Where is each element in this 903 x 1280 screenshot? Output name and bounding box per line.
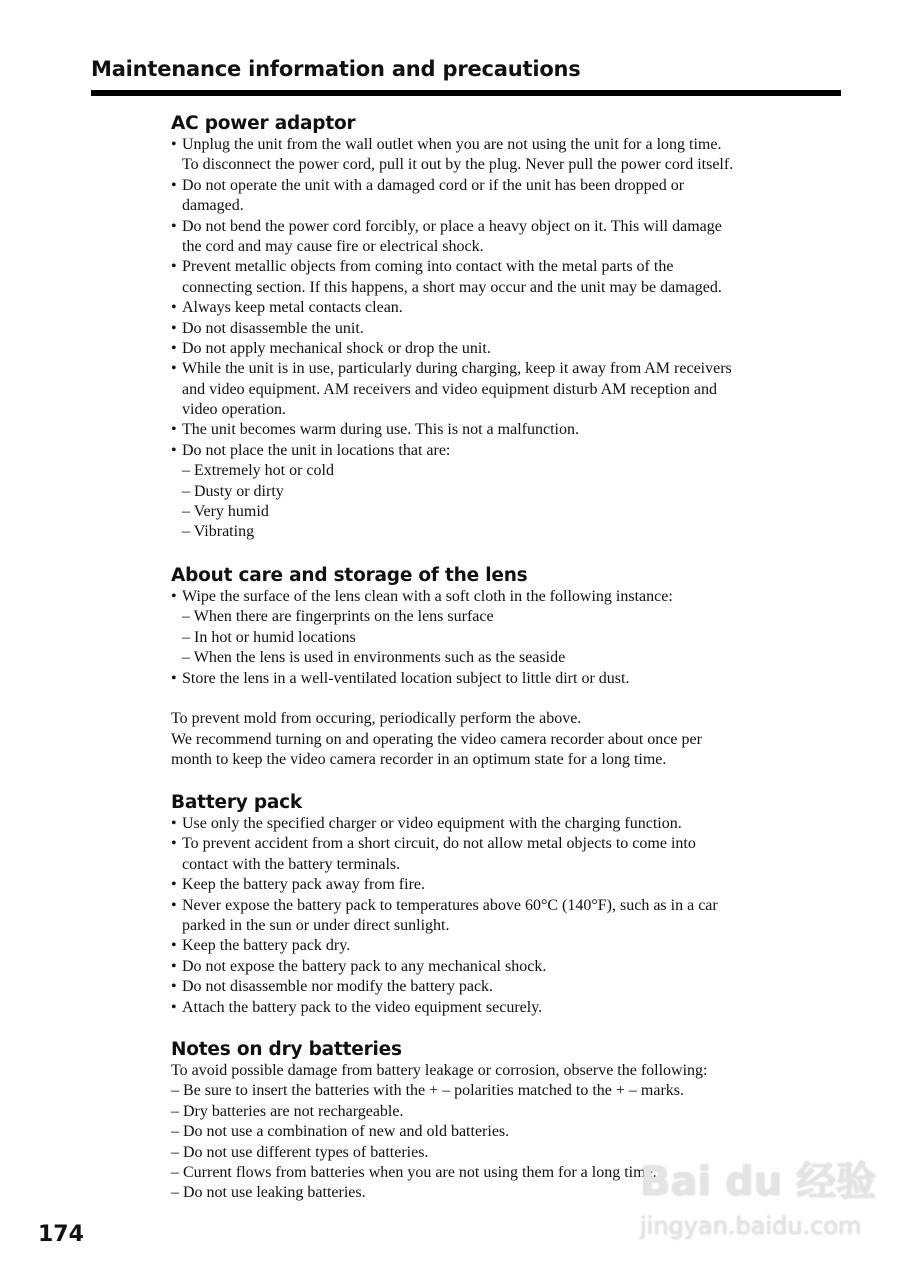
line-text: – Vibrating — [182, 523, 255, 541]
line-text: To prevent accident from a short circuit, do not allow metal objects to come into — [182, 835, 696, 853]
bullet-item-line — [171, 998, 861, 1018]
sub-item-line — [171, 628, 861, 648]
bullet-item-line — [171, 176, 861, 196]
line-text: To disconnect the power cord, pull it out by the plug. Never pull the power cord itself. — [182, 156, 734, 174]
bullet-icon: • — [171, 176, 177, 194]
paragraph-line — [171, 730, 861, 750]
paragraph-line — [171, 750, 861, 770]
sub-item-line — [171, 461, 861, 481]
line-text: We recommend turning on and operating the video camera recorder about once per — [171, 730, 702, 748]
section-heading: Notes on dry batteries — [171, 1039, 402, 1060]
line-text: parked in the sun or under direct sunlight. — [182, 916, 450, 934]
bullet-item-line — [171, 135, 861, 155]
bullet-item-line — [171, 339, 861, 359]
bullet-item-line — [171, 977, 861, 997]
line-text: Use only the specified charger or video equipment with the charging function. — [182, 815, 682, 832]
bullet-item-line — [171, 814, 861, 834]
line-text: The unit becomes warm during use. This is not a malfunction. — [182, 421, 579, 439]
bullet-item-line — [171, 196, 861, 216]
watermark-logo: Bai du 经验 — [640, 1159, 877, 1205]
line-text: Do not operate the unit with a damaged cord or if the unit has been dropped or — [182, 176, 685, 194]
bullet-icon: • — [171, 319, 177, 337]
line-text: – Dry batteries are not rechargeable. — [171, 1102, 404, 1120]
bullet-icon: • — [171, 896, 177, 914]
bullet-icon: • — [171, 978, 177, 996]
line-text: Never expose the battery pack to temperatures above 60°C (140°F), such as in a car — [182, 896, 718, 914]
sub-item-line — [171, 502, 861, 522]
watermark-url: jingyan.baidu.com — [640, 1212, 862, 1240]
bullet-icon: • — [171, 339, 177, 357]
line-text: To avoid possible damage from battery leakage or corrosion, observe the following: — [171, 1062, 708, 1079]
bullet-item-line — [171, 420, 861, 440]
sub-item-line — [171, 607, 861, 627]
bullet-item-line — [171, 237, 861, 257]
paragraph-line — [171, 1102, 861, 1122]
line-text: – When the lens is used in environments such as the seaside — [182, 649, 566, 667]
bullet-item-line — [171, 217, 861, 237]
line-text: To prevent mold from occuring, periodically perform the above. — [171, 710, 582, 728]
bullet-item-line — [171, 441, 861, 461]
line-text: Do not disassemble the unit. — [182, 319, 364, 337]
line-text: the cord and may cause fire or electrical shock. — [182, 237, 484, 255]
section-heading: AC power adaptor — [171, 113, 356, 134]
bullet-icon: • — [171, 217, 177, 235]
line-text: – Very humid — [182, 503, 269, 521]
line-text: – Do not use leaking batteries. — [171, 1184, 366, 1202]
bullet-icon: • — [171, 299, 177, 317]
bullet-item-line — [171, 298, 861, 318]
line-text: damaged. — [182, 197, 244, 215]
bullet-item-line — [171, 380, 861, 400]
bullet-item-line — [171, 359, 861, 379]
line-text: Do not apply mechanical shock or drop the unit. — [182, 339, 491, 357]
line-text: – Extremely hot or cold — [182, 462, 334, 480]
section-battery-pack — [171, 791, 861, 1018]
line-text: While the unit is in use, particularly during charging, keep it away from AM receivers — [182, 360, 732, 378]
bullet-item-line — [171, 936, 861, 956]
sub-item-line — [171, 648, 861, 668]
line-text: – In hot or humid locations — [182, 628, 356, 646]
line-text: Store the lens in a well-ventilated location subject to little dirt or dust. — [182, 669, 630, 687]
line-text: Do not expose the battery pack to any mechanical shock. — [182, 957, 547, 975]
line-text: Keep the battery pack dry. — [182, 937, 351, 955]
bullet-icon: • — [171, 421, 177, 439]
line-text: Wipe the surface of the lens clean with a soft cloth in the following instance: — [182, 588, 673, 605]
bullet-icon: • — [171, 669, 177, 687]
line-text: and video equipment. AM receivers and video equipment disturb AM reception and — [182, 380, 717, 398]
bullet-icon: • — [171, 815, 177, 832]
bullet-icon: • — [171, 835, 177, 853]
sub-item-line — [171, 482, 861, 502]
bullet-item-line — [171, 155, 861, 175]
page-header-title: Maintenance information and precautions — [91, 57, 581, 81]
bullet-item-line — [171, 278, 861, 298]
bullet-icon: • — [171, 441, 177, 459]
bullet-item-line — [171, 875, 861, 895]
bullet-item-line — [171, 855, 861, 875]
line-text: – When there are fingerprints on the lens surface — [182, 608, 494, 626]
bullet-item-line — [171, 400, 861, 420]
line-text: Unplug the unit from the wall outlet when you are not using the unit for a long time. — [182, 136, 722, 153]
paragraph-line — [171, 1122, 861, 1142]
bullet-icon: • — [171, 937, 177, 955]
bullet-icon: • — [171, 588, 177, 605]
line-text: Prevent metallic objects from coming into contact with the metal parts of the — [182, 258, 674, 276]
line-text: Attach the battery pack to the video equipment securely. — [182, 998, 543, 1016]
line-text: – Current flows from batteries when you are not using them for a long time. — [171, 1163, 657, 1181]
bullet-item-line — [171, 319, 861, 339]
header-rule — [91, 90, 841, 96]
section-ac-power-adaptor — [171, 112, 861, 543]
bullet-item-line — [171, 257, 861, 277]
line-text: – Dusty or dirty — [182, 482, 284, 500]
line-text: Always keep metal contacts clean. — [182, 299, 403, 317]
line-text: month to keep the video camera recorder in an optimum state for a long time. — [171, 751, 667, 769]
section-lens-care — [171, 564, 861, 771]
line-text: Do not place the unit in locations that are: — [182, 441, 451, 459]
bullet-icon: • — [171, 957, 177, 975]
line-text: – Do not use different types of batteries. — [171, 1143, 429, 1161]
blank-line — [171, 689, 861, 709]
paragraph-line — [171, 1061, 861, 1081]
section-heading: Battery pack — [171, 792, 303, 813]
line-text: Keep the battery pack away from fire. — [182, 876, 425, 894]
line-text: – Do not use a combination of new and old batteries. — [171, 1123, 510, 1141]
bullet-item-line — [171, 669, 861, 689]
line-text: Do not disassemble nor modify the battery pack. — [182, 978, 494, 996]
paragraph-line — [171, 1081, 861, 1101]
bullet-icon: • — [171, 876, 177, 894]
line-text: contact with the battery terminals. — [182, 855, 401, 873]
line-text: connecting section. If this happens, a short may occur and the unit may be damaged. — [182, 278, 722, 296]
line-text: video operation. — [182, 401, 286, 419]
section-heading: About care and storage of the lens — [171, 565, 528, 586]
bullet-icon: • — [171, 258, 177, 276]
bullet-item-line — [171, 916, 861, 936]
bullet-item-line — [171, 587, 861, 607]
bullet-icon: • — [171, 360, 177, 378]
bullet-item-line — [171, 896, 861, 916]
sub-item-line — [171, 522, 861, 542]
bullet-icon: • — [171, 136, 177, 153]
page-number: 174 — [38, 1222, 84, 1247]
paragraph-line — [171, 709, 861, 729]
line-text: – Be sure to insert the batteries with the + – polarities matched to the + – marks. — [171, 1082, 685, 1100]
bullet-icon: • — [171, 998, 177, 1016]
bullet-item-line — [171, 957, 861, 977]
line-text: Do not bend the power cord forcibly, or place a heavy object on it. This will damage — [182, 217, 722, 235]
bullet-item-line — [171, 834, 861, 854]
